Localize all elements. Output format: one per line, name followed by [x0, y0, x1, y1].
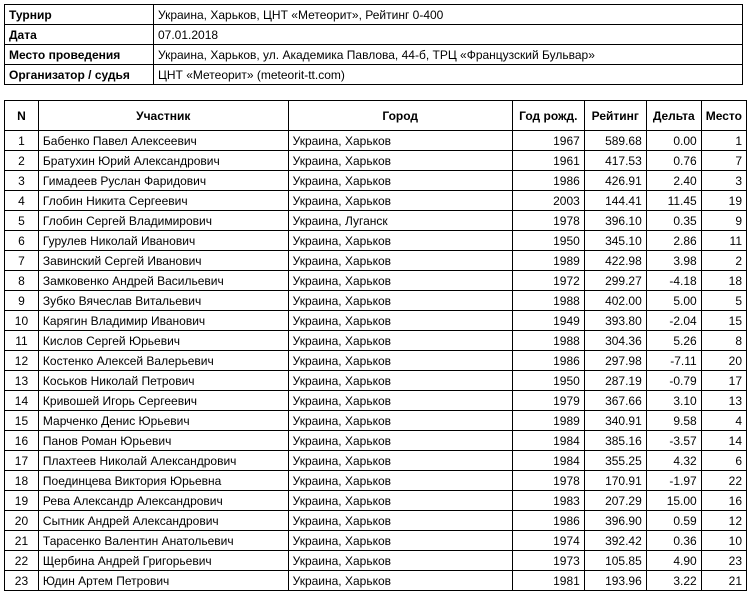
row-number-cell: 16: [5, 431, 39, 451]
city-cell: Украина, Харьков: [288, 571, 512, 591]
place-cell: 8: [701, 331, 746, 351]
delta-cell: -2.04: [646, 311, 701, 331]
birth-year-cell: 1967: [512, 131, 584, 151]
row-number-cell: 14: [5, 391, 39, 411]
delta-cell: 5.00: [646, 291, 701, 311]
place-cell: 14: [701, 431, 746, 451]
place-cell: 1: [701, 131, 746, 151]
info-label: Турнир: [5, 5, 154, 25]
place-cell: 3: [701, 171, 746, 191]
rating-cell: 144.41: [584, 191, 646, 211]
table-row: [5, 571, 747, 591]
participant-name-cell: Рева Александр Александрович: [38, 491, 288, 511]
row-number-cell: 10: [5, 311, 39, 331]
birth-year-cell: 1986: [512, 511, 584, 531]
info-label: Дата: [5, 25, 154, 45]
table-row: [5, 171, 747, 191]
table-row: [5, 211, 747, 231]
rating-cell: 297.98: [584, 351, 646, 371]
city-cell: Украина, Харьков: [288, 191, 512, 211]
delta-cell: -3.57: [646, 431, 701, 451]
city-cell: Украина, Харьков: [288, 431, 512, 451]
rating-cell: 170.91: [584, 471, 646, 491]
table-row: [5, 371, 747, 391]
city-cell: Украина, Харьков: [288, 511, 512, 531]
table-row: [5, 271, 747, 291]
place-cell: 5: [701, 291, 746, 311]
row-number-cell: 17: [5, 451, 39, 471]
participant-name-cell: Юдин Артем Петрович: [38, 571, 288, 591]
place-cell: 23: [701, 551, 746, 571]
rating-cell: 193.96: [584, 571, 646, 591]
delta-cell: 0.35: [646, 211, 701, 231]
row-number-cell: 3: [5, 171, 39, 191]
participant-name-cell: Костенко Алексей Валерьевич: [38, 351, 288, 371]
place-cell: 19: [701, 191, 746, 211]
row-number-cell: 4: [5, 191, 39, 211]
rating-cell: 340.91: [584, 411, 646, 431]
info-value: Украина, Харьков, ул. Академика Павлова, 44-б, ТРЦ «Французский Бульвар»: [154, 45, 743, 65]
birth-year-cell: 1973: [512, 551, 584, 571]
rating-cell: 304.36: [584, 331, 646, 351]
city-cell: Украина, Харьков: [288, 131, 512, 151]
place-cell: 10: [701, 531, 746, 551]
table-row: [5, 131, 747, 151]
birth-year-cell: 1978: [512, 471, 584, 491]
place-cell: 18: [701, 271, 746, 291]
participant-name-cell: Глобин Никита Сергеевич: [38, 191, 288, 211]
tournament-info-table: [4, 4, 743, 85]
participant-name-cell: Зубко Вячеслав Витальевич: [38, 291, 288, 311]
place-cell: 17: [701, 371, 746, 391]
row-number-cell: 18: [5, 471, 39, 491]
rating-cell: 355.25: [584, 451, 646, 471]
city-cell: Украина, Харьков: [288, 311, 512, 331]
row-number-cell: 21: [5, 531, 39, 551]
table-row: [5, 191, 747, 211]
participant-name-cell: Гимадеев Руслан Фаридович: [38, 171, 288, 191]
participant-name-cell: Кислов Сергей Юрьевич: [38, 331, 288, 351]
delta-cell: 4.32: [646, 451, 701, 471]
participant-name-cell: Завинский Сергей Иванович: [38, 251, 288, 271]
birth-year-cell: 1981: [512, 571, 584, 591]
place-cell: 11: [701, 231, 746, 251]
row-number-cell: 15: [5, 411, 39, 431]
place-cell: 21: [701, 571, 746, 591]
rating-cell: 396.10: [584, 211, 646, 231]
row-number-cell: 9: [5, 291, 39, 311]
rating-cell: 393.80: [584, 311, 646, 331]
rating-cell: 396.90: [584, 511, 646, 531]
row-number-cell: 8: [5, 271, 39, 291]
row-number-cell: 20: [5, 511, 39, 531]
participant-name-cell: Кривошей Игорь Сергеевич: [38, 391, 288, 411]
table-row: [5, 451, 747, 471]
birth-year-cell: 1949: [512, 311, 584, 331]
city-cell: Украина, Харьков: [288, 171, 512, 191]
participant-name-cell: Замковенко Андрей Васильевич: [38, 271, 288, 291]
rating-cell: 392.42: [584, 531, 646, 551]
city-cell: Украина, Луганск: [288, 211, 512, 231]
delta-cell: -0.79: [646, 371, 701, 391]
participant-name-cell: Марченко Денис Юрьевич: [38, 411, 288, 431]
delta-cell: 3.98: [646, 251, 701, 271]
city-cell: Украина, Харьков: [288, 531, 512, 551]
delta-cell: 0.36: [646, 531, 701, 551]
info-value: 07.01.2018: [154, 25, 743, 45]
participant-name-cell: Сытник Андрей Александрович: [38, 511, 288, 531]
table-row: [5, 351, 747, 371]
birth-year-cell: 1988: [512, 291, 584, 311]
rating-cell: 402.00: [584, 291, 646, 311]
table-row: [5, 251, 747, 271]
delta-cell: 0.76: [646, 151, 701, 171]
row-number-cell: 7: [5, 251, 39, 271]
col-place-header: Место: [701, 101, 746, 131]
place-cell: 4: [701, 411, 746, 431]
table-row: [5, 231, 747, 251]
table-header-row: [5, 101, 747, 131]
delta-cell: -4.18: [646, 271, 701, 291]
rating-cell: 589.68: [584, 131, 646, 151]
table-row: [5, 531, 747, 551]
table-row: [5, 411, 747, 431]
row-number-cell: 5: [5, 211, 39, 231]
info-row: [5, 5, 743, 25]
place-cell: 7: [701, 151, 746, 171]
birth-year-cell: 1984: [512, 451, 584, 471]
rating-cell: 422.98: [584, 251, 646, 271]
rating-cell: 207.29: [584, 491, 646, 511]
place-cell: 16: [701, 491, 746, 511]
info-row: [5, 65, 743, 85]
col-n-header: N: [5, 101, 39, 131]
delta-cell: 0.00: [646, 131, 701, 151]
delta-cell: 11.45: [646, 191, 701, 211]
birth-year-cell: 1984: [512, 431, 584, 451]
city-cell: Украина, Харьков: [288, 551, 512, 571]
participant-name-cell: Гурулев Николай Иванович: [38, 231, 288, 251]
birth-year-cell: 1972: [512, 271, 584, 291]
city-cell: Украина, Харьков: [288, 331, 512, 351]
birth-year-cell: 2003: [512, 191, 584, 211]
birth-year-cell: 1989: [512, 411, 584, 431]
place-cell: 22: [701, 471, 746, 491]
rating-cell: 299.27: [584, 271, 646, 291]
info-label: Организатор / судья: [5, 65, 154, 85]
city-cell: Украина, Харьков: [288, 231, 512, 251]
city-cell: Украина, Харьков: [288, 411, 512, 431]
participant-name-cell: Карягин Владимир Иванович: [38, 311, 288, 331]
city-cell: Украина, Харьков: [288, 451, 512, 471]
delta-cell: 0.59: [646, 511, 701, 531]
participant-name-cell: Поединцева Виктория Юрьевна: [38, 471, 288, 491]
participant-name-cell: Панов Роман Юрьевич: [38, 431, 288, 451]
info-value: ЦНТ «Метеорит» (meteorit-tt.com): [154, 65, 743, 85]
row-number-cell: 22: [5, 551, 39, 571]
row-number-cell: 6: [5, 231, 39, 251]
city-cell: Украина, Харьков: [288, 291, 512, 311]
place-cell: 9: [701, 211, 746, 231]
birth-year-cell: 1961: [512, 151, 584, 171]
city-cell: Украина, Харьков: [288, 491, 512, 511]
row-number-cell: 1: [5, 131, 39, 151]
table-row: [5, 551, 747, 571]
row-number-cell: 13: [5, 371, 39, 391]
table-row: [5, 311, 747, 331]
delta-cell: 15.00: [646, 491, 701, 511]
city-cell: Украина, Харьков: [288, 271, 512, 291]
participant-name-cell: Бабенко Павел Алексеевич: [38, 131, 288, 151]
place-cell: 6: [701, 451, 746, 471]
birth-year-cell: 1979: [512, 391, 584, 411]
city-cell: Украина, Харьков: [288, 151, 512, 171]
info-value: Украина, Харьков, ЦНТ «Метеорит», Рейтинг 0-400: [154, 5, 743, 25]
city-cell: Украина, Харьков: [288, 471, 512, 491]
city-cell: Украина, Харьков: [288, 351, 512, 371]
delta-cell: 4.90: [646, 551, 701, 571]
row-number-cell: 11: [5, 331, 39, 351]
participant-name-cell: Тарасенко Валентин Анатольевич: [38, 531, 288, 551]
info-label: Место проведения: [5, 45, 154, 65]
table-row: [5, 331, 747, 351]
participant-name-cell: Плахтеев Николай Александрович: [38, 451, 288, 471]
birth-year-cell: 1978: [512, 211, 584, 231]
table-row: [5, 391, 747, 411]
rating-cell: 287.19: [584, 371, 646, 391]
place-cell: 2: [701, 251, 746, 271]
place-cell: 12: [701, 511, 746, 531]
row-number-cell: 12: [5, 351, 39, 371]
col-rating-header: Рейтинг: [584, 101, 646, 131]
birth-year-cell: 1986: [512, 351, 584, 371]
table-row: [5, 151, 747, 171]
birth-year-cell: 1950: [512, 231, 584, 251]
city-cell: Украина, Харьков: [288, 391, 512, 411]
birth-year-cell: 1974: [512, 531, 584, 551]
info-row: [5, 25, 743, 45]
col-birth-year-header: Год рожд.: [512, 101, 584, 131]
table-row: [5, 491, 747, 511]
table-row: [5, 511, 747, 531]
table-row: [5, 471, 747, 491]
delta-cell: 2.86: [646, 231, 701, 251]
participant-name-cell: Щербина Андрей Григорьевич: [38, 551, 288, 571]
rating-cell: 345.10: [584, 231, 646, 251]
delta-cell: 3.10: [646, 391, 701, 411]
city-cell: Украина, Харьков: [288, 371, 512, 391]
delta-cell: -7.11: [646, 351, 701, 371]
participant-name-cell: Коськов Николай Петрович: [38, 371, 288, 391]
col-city-header: Город: [288, 101, 512, 131]
rating-cell: 385.16: [584, 431, 646, 451]
birth-year-cell: 1950: [512, 371, 584, 391]
birth-year-cell: 1986: [512, 171, 584, 191]
delta-cell: 3.22: [646, 571, 701, 591]
table-row: [5, 431, 747, 451]
rating-cell: 417.53: [584, 151, 646, 171]
rating-cell: 426.91: [584, 171, 646, 191]
table-row: [5, 291, 747, 311]
place-cell: 20: [701, 351, 746, 371]
delta-cell: -1.97: [646, 471, 701, 491]
participant-name-cell: Глобин Сергей Владимирович: [38, 211, 288, 231]
birth-year-cell: 1988: [512, 331, 584, 351]
results-table: [4, 100, 747, 591]
row-number-cell: 19: [5, 491, 39, 511]
delta-cell: 5.26: [646, 331, 701, 351]
rating-cell: 367.66: [584, 391, 646, 411]
place-cell: 13: [701, 391, 746, 411]
place-cell: 15: [701, 311, 746, 331]
row-number-cell: 23: [5, 571, 39, 591]
col-delta-header: Дельта: [646, 101, 701, 131]
delta-cell: 9.58: [646, 411, 701, 431]
delta-cell: 2.40: [646, 171, 701, 191]
row-number-cell: 2: [5, 151, 39, 171]
birth-year-cell: 1983: [512, 491, 584, 511]
info-row: [5, 45, 743, 65]
participant-name-cell: Братухин Юрий Александрович: [38, 151, 288, 171]
rating-cell: 105.85: [584, 551, 646, 571]
birth-year-cell: 1989: [512, 251, 584, 271]
col-participant-header: Участник: [38, 101, 288, 131]
city-cell: Украина, Харьков: [288, 251, 512, 271]
